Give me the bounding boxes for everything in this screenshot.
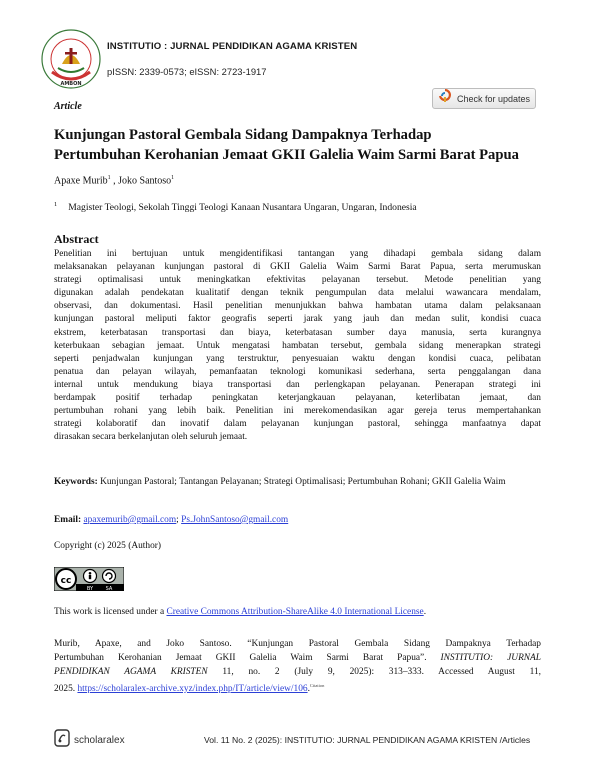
journal-title: INSTITUTIO : JURNAL PENDIDIKAN AGAMA KRISTEN	[107, 41, 358, 52]
author-affiliation-mark: 1	[107, 175, 111, 181]
affiliation-text: Magister Teologi, Sekolah Tinggi Teologi Kanaan Nusantara Ungaran, Ungaran, Indonesia	[68, 202, 417, 214]
abstract-heading: Abstract	[54, 232, 99, 246]
title-line: Pertumbuhan Kerohanian Jemaat GKII Galelia Waim Sarmi Barat Papua	[54, 147, 519, 163]
abstract-line: pertumbuhan rohani yang lebih baik. Penelitian ini merekomendasikan agar gereja terus mempertahankan	[54, 406, 541, 417]
cc-by-sa-badge[interactable]	[54, 567, 124, 591]
journal-logo	[40, 28, 102, 90]
email-separator: ;	[176, 515, 182, 525]
abstract-line: keterbukaan sebagian jemaat. Untuk mengatasi hambatan tersebut, gembala sidang menerapkan strategi	[54, 340, 541, 351]
abstract-line: melaksanakan pelayanan kunjungan pastoral di GKII Galelia Waim Sarmi Barat Papua, serta merumuskan	[54, 262, 541, 273]
abstract-line: seperti penjadwalan kunjungan yang terstruktur, penyesuaian waktu dengan kondisi cuaca, pelibatan	[54, 353, 541, 364]
article-type-label: Article	[54, 101, 82, 112]
footer-issue-info: Vol. 11 No. 2 (2025): INSTITUTIO: JURNAL PENDIDIKAN AGAMA KRISTEN /Articles	[204, 735, 531, 745]
license-statement	[54, 607, 426, 617]
keywords-text: Kunjungan Pastoral; Tantangan Pelayanan; Strategi Optimalisasi; Pertumbuhan Rohani; GKII Galelia Waim	[97, 477, 506, 487]
author-list	[54, 175, 174, 186]
svg-text:AMBON: AMBON	[60, 81, 82, 87]
citation	[54, 637, 541, 696]
license-prefix: This work is licensed under a	[54, 607, 167, 617]
keywords-label: Keywords:	[54, 477, 98, 487]
abstract-line: strategi optimalisasi untuk meningkatkan efektivitas pelayanan tersebut. Metode penelitian yang	[54, 275, 541, 286]
publisher-name: scholaralex	[74, 735, 125, 746]
author-affiliation-mark: 1	[171, 175, 175, 181]
email-line	[54, 515, 288, 525]
affiliation-mark: 1	[54, 201, 58, 208]
author-name: Joko Santoso	[118, 175, 172, 187]
svg-text:cc: cc	[60, 576, 72, 586]
abstract-line: dirasakan secara berkelanjutan oleh seluruh jemaat.	[54, 432, 248, 443]
email-link[interactable]: apaxemurib@gmail.com	[83, 515, 177, 525]
cc-by-text: BY	[86, 586, 94, 591]
abstract-line: penatua dan pelayan wilayah, pemanfaatan teknologi komunikasi sederhana, serta penggalangan dana	[54, 366, 541, 377]
title-line: Kunjungan Pastoral Gembala Sidang Dampaknya Terhadap	[54, 127, 432, 143]
check-updates-label: Check for updates	[457, 93, 531, 104]
check-for-updates-button[interactable]	[432, 88, 536, 109]
scholaralex-icon	[54, 729, 70, 752]
citation-line: PENDIDIKAN AGAMA KRISTEN 11, no. 2 (July 9, 2025): 313–333. Accessed August 11,	[54, 667, 541, 677]
abstract-line: ekstrem, keterbatasan transportasi dan biaya, keterbatasan sumber daya manusia, serta kurangnya	[54, 327, 541, 338]
abstract-line: berdampak positif terhadap peningkatan keterjangkauan pelayanan, keterlibatan jemaat, dan	[54, 393, 541, 404]
keywords	[54, 476, 541, 489]
author-separator: ,	[110, 175, 119, 187]
abstract-line: kunjungan pastoral meliputi faktor geografis seperti jarak yang jauh dan medan sulit, kondisi cuaca	[54, 314, 541, 325]
license-suffix: .	[423, 607, 427, 617]
abstract-line: strategi kolaboratif dan inovatif dalam pelayanan kunjungan pastoral, sehingga manfaatnya dapat	[54, 419, 541, 430]
citation-superscript: Citation	[309, 683, 325, 688]
author-name: Apaxe Murib	[54, 175, 108, 187]
abstract-line: internal untuk mendukung biaya transportasi dan perlengkapan pelayanan. Penerapan strategi ini	[54, 379, 541, 390]
article-title	[54, 125, 544, 165]
citation-line: Murib, Apaxe, and Joko Santoso. “Kunjungan Pastoral Gembala Sidang Dampaknya Terhadap	[54, 639, 541, 649]
abstract-line: Penelitian ini bertujuan untuk mengidentifikasi tantangan yang dihadapi gembala sidang dalam	[54, 249, 541, 259]
email-link[interactable]: Ps.JohnSantoso@gmail.com	[181, 515, 289, 525]
cc-sa-text: SA	[105, 586, 113, 591]
citation-line: Pertumbuhan Kerohanian Jemaat GKII Galelia Waim Sarmi Barat Papua”. INSTITUTIO: JURNAL	[54, 653, 541, 663]
issn: pISSN: 2339-0573; eISSN: 2723-1917	[107, 66, 267, 77]
abstract-line: observasi, dan dokumentasi. Hasil penelitian menunjukkan bahwa hambatan utama dalam pelaksanaan	[54, 301, 541, 312]
abstract-body	[54, 248, 541, 444]
license-link[interactable]: Creative Commons Attribution-ShareAlike 4.0 International License	[166, 607, 424, 617]
email-label: Email:	[54, 515, 82, 525]
citation-url-link[interactable]: https://scholaralex-archive.xyz/index.php/IT/article/view/106	[77, 684, 308, 695]
citation-line	[54, 679, 541, 696]
publisher-logo	[54, 729, 125, 752]
affiliation	[54, 201, 417, 213]
citation-end: .	[307, 684, 310, 695]
check-updates-icon	[439, 89, 451, 108]
copyright-notice: Copyright (c) 2025 (Author)	[54, 541, 162, 551]
citation-year: 2025.	[54, 684, 78, 695]
abstract-line: digunakan adalah pendekatan kualitatif dengan teknik pengumpulan data melalui wawancara mendalam,	[54, 288, 541, 299]
